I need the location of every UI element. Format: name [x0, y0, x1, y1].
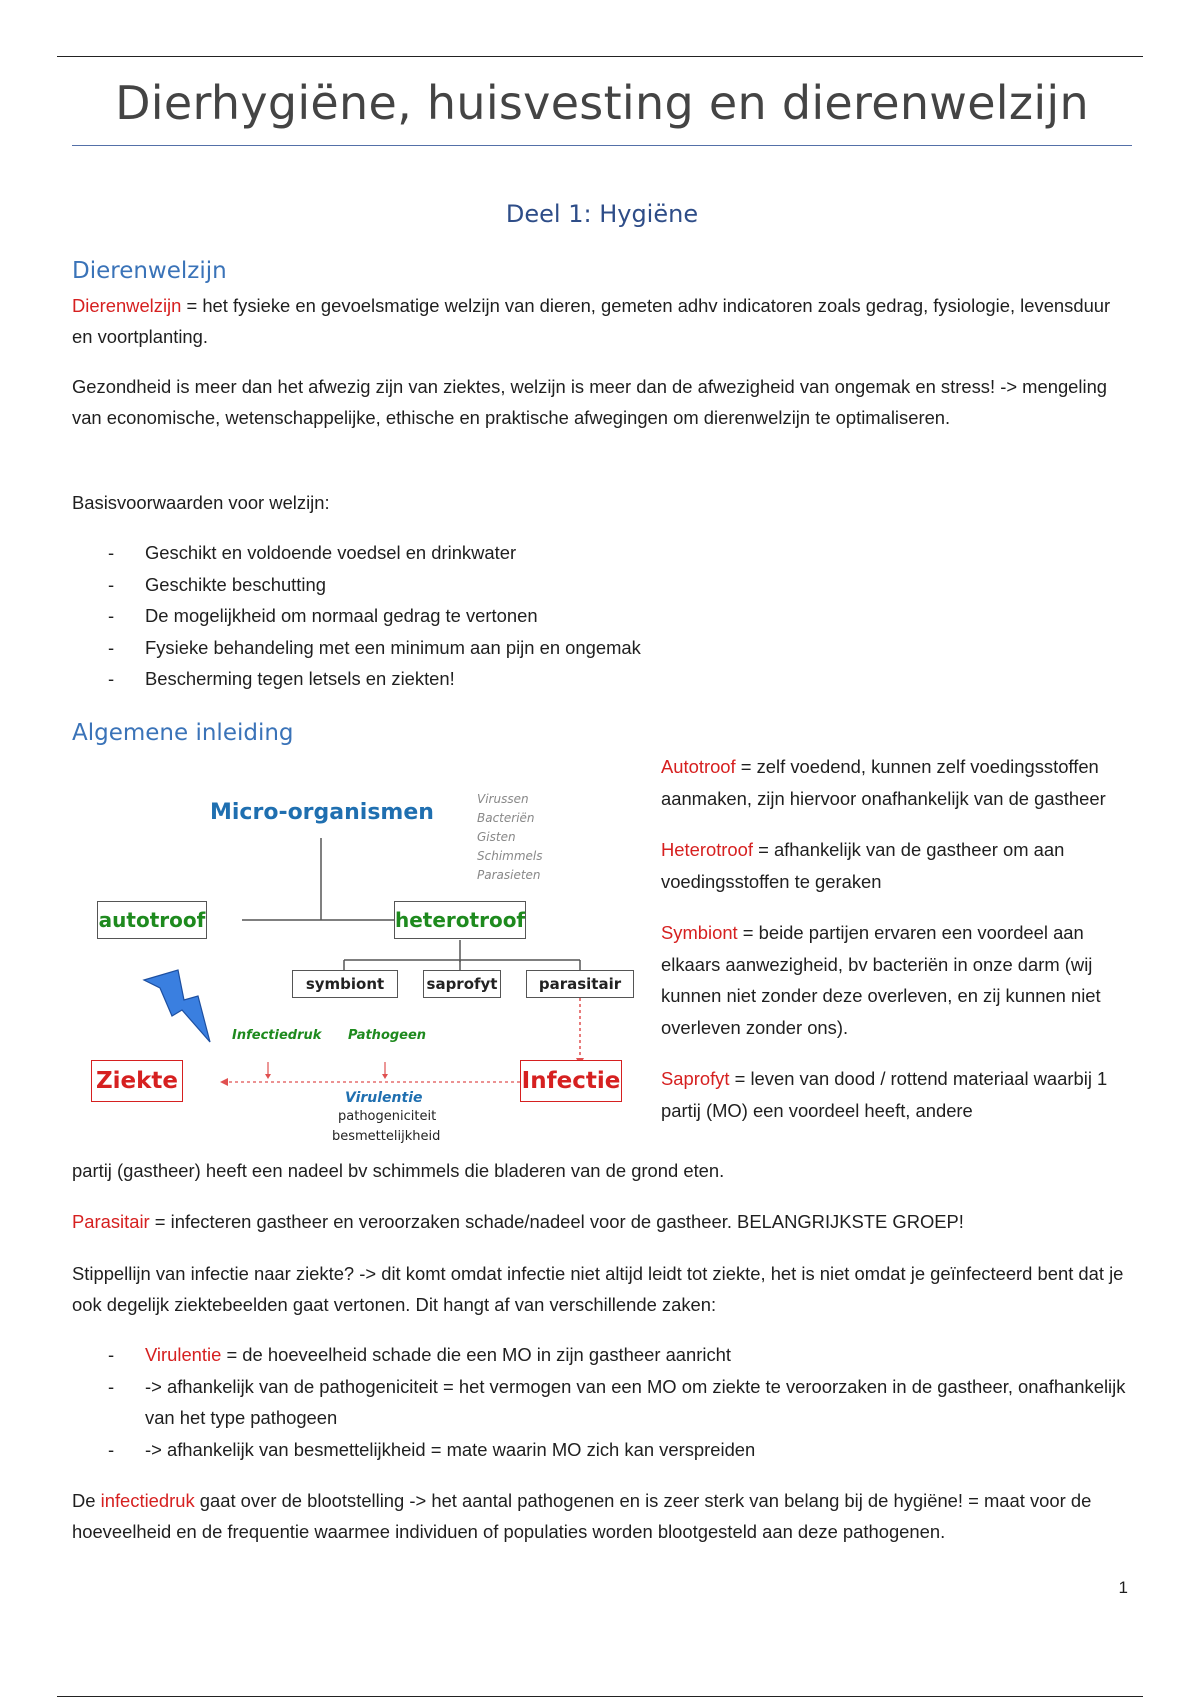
- welzijn-definition: [72, 290, 1127, 352]
- organism-list: Virussen Bacteriën Gisten Schimmels Parasieten: [477, 792, 543, 882]
- section-heading-dierenwelzijn: Dierenwelzijn: [72, 258, 227, 284]
- title-underline: [72, 145, 1132, 146]
- page-number: 1: [1118, 1578, 1128, 1597]
- list-item: - De mogelijkheid om normaal gedrag te vertonen: [108, 605, 538, 626]
- list-item: - Geschikte beschutting: [108, 573, 326, 595]
- welzijn-definition-text: = het fysieke en gevoelsmatige welzijn van dieren, gemeten adhv indicatoren zoals gedrag, fysiologie, levensduur en voortplanting.: [72, 295, 1111, 347]
- welzijn-paragraph: Gezondheid is meer dan het afwezig zijn van ziektes, welzijn is meer dan de afwezigheid van ongemak en stress! -> mengeling van economische, wetenschappelijke, ethische en praktische afwegingen om dierenwelzijn te optimaliseren.: [72, 376, 1108, 428]
- infectiedruk-paragraph: De infectiedruk gaat over de blootstelling -> het aantal pathogenen en is zeer sterk van belang bij de hygiëne! = maat voor de hoeveelheid en de frequentie waarmee individuen of populaties worden blootgesteld aan deze pathogenen.: [72, 1490, 1092, 1542]
- ziekte-box: Ziekte: [91, 1060, 183, 1102]
- list-item: - -> afhankelijk van de pathogeniciteit = het vermogen van een MO om ziekte te veroorzaken in de gastheer, onafhankelijk van het type pathogeen: [108, 1375, 1126, 1428]
- part-heading: Deel 1: Hygiëne: [505, 200, 699, 228]
- basisvoorwaarden-intro: Basisvoorwaarden voor welzijn:: [72, 492, 330, 513]
- heterotroof-box: heterotroof: [394, 901, 526, 939]
- pathogeniciteit-label: pathogeniciteit: [338, 1109, 437, 1124]
- autotroof-box: autotroof: [97, 901, 207, 939]
- diagram-root: Micro-organismen: [210, 800, 434, 825]
- symbiont-box: symbiont: [292, 970, 398, 998]
- infectie-box: Infectie: [520, 1060, 622, 1102]
- autotroof-definition: Autotroof = zelf voedend, kunnen zelf voedingsstoffen aanmaken, zijn hiervoor onafhankelijk van de gastheer: [661, 756, 1106, 809]
- lightning-icon: [144, 970, 210, 1042]
- infectiedruk-label: Infectiedruk: [232, 1028, 322, 1043]
- saprofyt-box: saprofyt: [423, 970, 501, 998]
- saprofyt-continuation: partij (gastheer) heeft een nadeel bv schimmels die bladeren van de grond eten.: [72, 1160, 725, 1181]
- bottom-rule: [57, 1696, 1143, 1697]
- heterotroof-definition: Heterotroof = afhankelijk van de gastheer om aan voedingsstoffen te geraken: [661, 839, 1065, 892]
- parasitair-definition: Parasitair = infecteren gastheer en veroorzaken schade/nadeel voor de gastheer. BELANGRIJKSTE GROEP!: [72, 1211, 964, 1232]
- besmettelijkheid-label: besmettelijkheid: [332, 1129, 441, 1144]
- saprofyt-definition: Saprofyt = leven van dood / rottend materiaal waarbij 1 partij (MO) een voordeel heeft, andere: [661, 1068, 1108, 1121]
- list-item: - Fysieke behandeling met een minimum aan pijn en ongemak: [108, 636, 641, 658]
- virulentie-label: Virulentie: [345, 1090, 423, 1106]
- parasitair-box: parasitair: [526, 970, 634, 998]
- list-item: - Bescherming tegen letsels en ziekten!: [108, 668, 455, 689]
- symbiont-definition: Symbiont = beide partijen ervaren een voordeel aan elkaars aanwezigheid, bv bacteriën in onze darm (wij kunnen niet zonder deze overleven, en zij kunnen niet overleven zonder ons).: [661, 922, 1101, 1038]
- basisvoorwaarden-list: [72, 537, 1132, 695]
- list-item: - Virulentie = de hoeveelheid schade die een MO in zijn gastheer aanricht: [108, 1344, 731, 1365]
- term-dierenwelzijn: Dierenwelzijn: [72, 295, 182, 316]
- section-heading-inleiding: Algemene inleiding: [72, 720, 294, 746]
- micro-organisms-diagram: [80, 770, 640, 1160]
- definitions-column: [661, 751, 1136, 1146]
- document-title: Dierhygiëne, huisvesting en dierenwelzijn: [115, 76, 1089, 130]
- virulentie-list: [72, 1339, 1132, 1465]
- stippellijn-paragraph: Stippellijn van infectie naar ziekte? -> dit komt omdat infectie niet altijd leidt tot ziekte, het is niet omdat je geïnfecteerd bent dat je ook degelijk ziektebeelden gaat vertonen. Dit hangt af van verschillende zaken:: [72, 1263, 1124, 1315]
- pathogeen-label: Pathogeen: [348, 1028, 427, 1043]
- list-item: - Geschikt en voldoende voedsel en drinkwater: [108, 542, 517, 563]
- top-rule: [57, 56, 1143, 57]
- list-item: - -> afhankelijk van besmettelijkheid = mate waarin MO zich kan verspreiden: [108, 1438, 756, 1460]
